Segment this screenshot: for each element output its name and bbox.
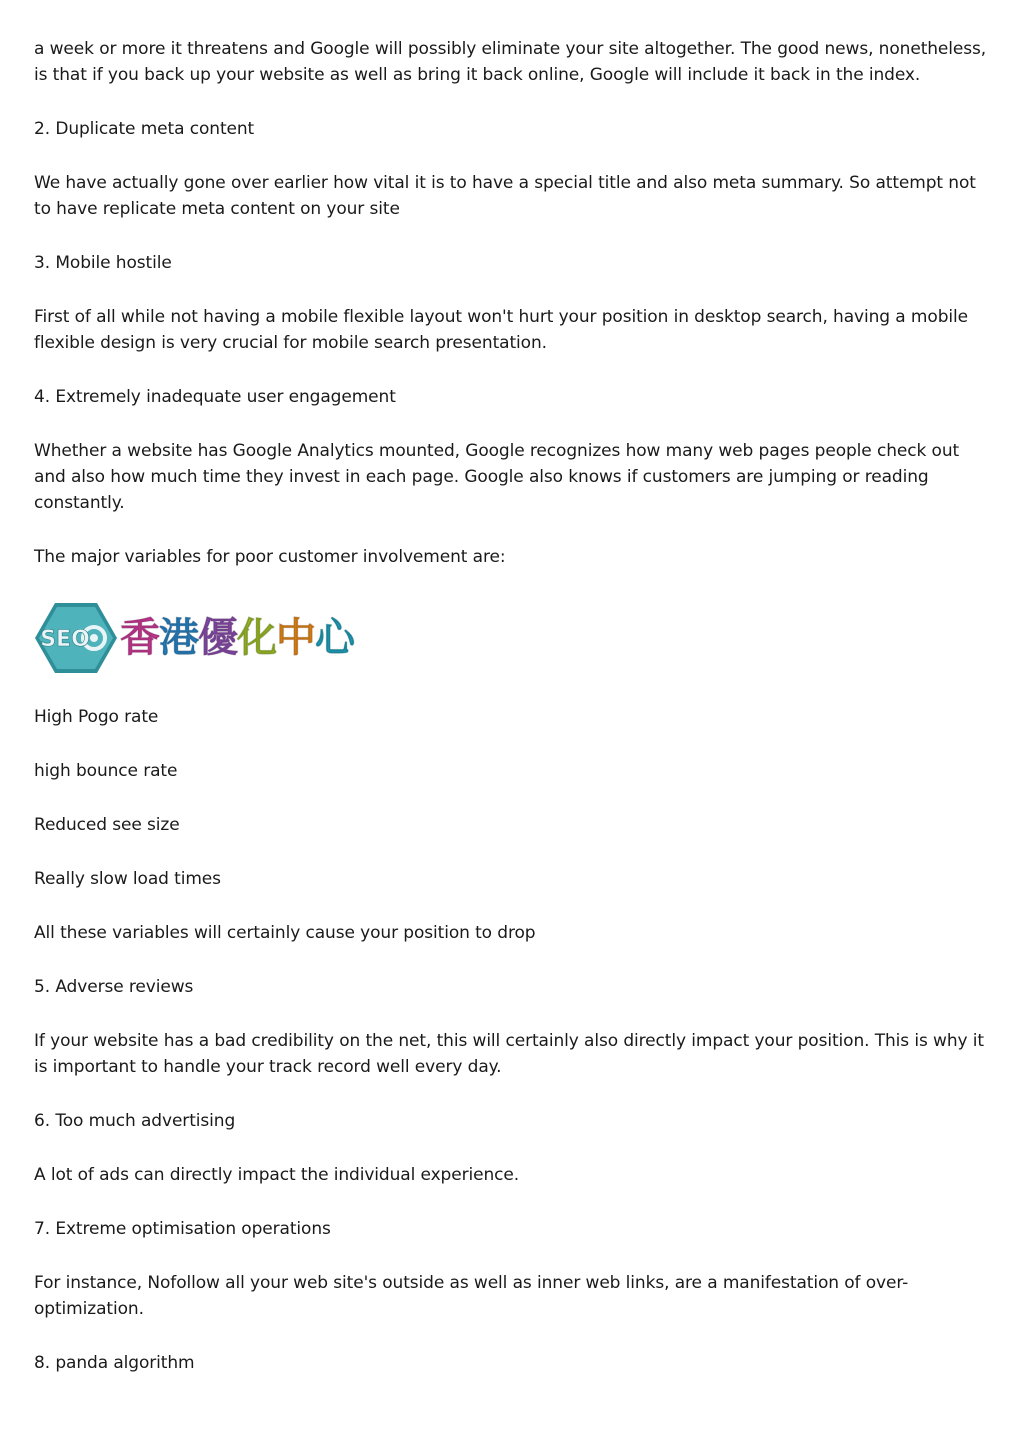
logo-char-4: 化 <box>237 615 276 661</box>
heading-adverse-reviews: 5. Adverse reviews <box>34 977 194 997</box>
heading-mobile-hostile: 3. Mobile hostile <box>34 253 172 273</box>
paragraph-user-engagement: Whether a website has Google Analytics mounted, Google recognizes how many web pages people check out and also how much time they invest in each page. Google also knows if customers are jumping or reading constantly. <box>34 441 960 513</box>
heading-optimisation: 7. Extreme optimisation operations <box>34 1219 331 1239</box>
heading-panda: 8. panda algorithm <box>34 1353 195 1373</box>
logo-char-6: 心 <box>315 615 354 661</box>
paragraph-advertising: A lot of ads can directly impact the individual experience. <box>34 1165 520 1185</box>
logo-char-1: 香 <box>120 615 159 661</box>
paragraph-duplicate-meta: We have actually gone over earlier how vital it is to have a special title and also meta summary. So attempt not to have replicate meta content on your site <box>34 173 976 219</box>
list-item-bounce: high bounce rate <box>34 761 178 781</box>
paragraph-adverse-reviews: If your website has a bad credibility on the net, this will certainly also directly impact your position. This is why it is important to handle your track record well every day. <box>34 1031 984 1077</box>
document-body <box>34 36 994 1404</box>
heading-advertising: 6. Too much advertising <box>34 1111 236 1131</box>
logo-badge-text: SEO <box>40 627 90 652</box>
logo-chinese-text <box>120 614 354 662</box>
logo-char-2: 港 <box>159 615 198 661</box>
logo-char-3: 優 <box>198 615 237 661</box>
list-item-load-times: Really slow load times <box>34 869 221 889</box>
paragraph-position-drop: All these variables will certainly cause your position to drop <box>34 923 536 943</box>
seo-gear-hex-icon <box>34 600 118 676</box>
seo-logo <box>34 598 994 678</box>
paragraph-intro: a week or more it threatens and Google will possibly eliminate your site altogether. The good news, nonetheless, is that if you back up your website as well as bring it back online, Google will include it back in the index. <box>34 39 987 85</box>
heading-duplicate-meta: 2. Duplicate meta content <box>34 119 255 139</box>
logo-char-5: 中 <box>276 615 315 661</box>
paragraph-mobile-hostile: First of all while not having a mobile flexible layout won't hurt your position in desktop search, having a mobile flexible design is very crucial for mobile search presentation. <box>34 307 968 353</box>
paragraph-major-variables: The major variables for poor customer involvement are: <box>34 547 506 567</box>
list-item-pogo: High Pogo rate <box>34 707 159 727</box>
list-item-see-size: Reduced see size <box>34 815 180 835</box>
paragraph-optimisation: For instance, Nofollow all your web site's outside as well as inner web links, are a manifestation of over-optimization. <box>34 1273 909 1319</box>
heading-user-engagement: 4. Extremely inadequate user engagement <box>34 387 396 407</box>
